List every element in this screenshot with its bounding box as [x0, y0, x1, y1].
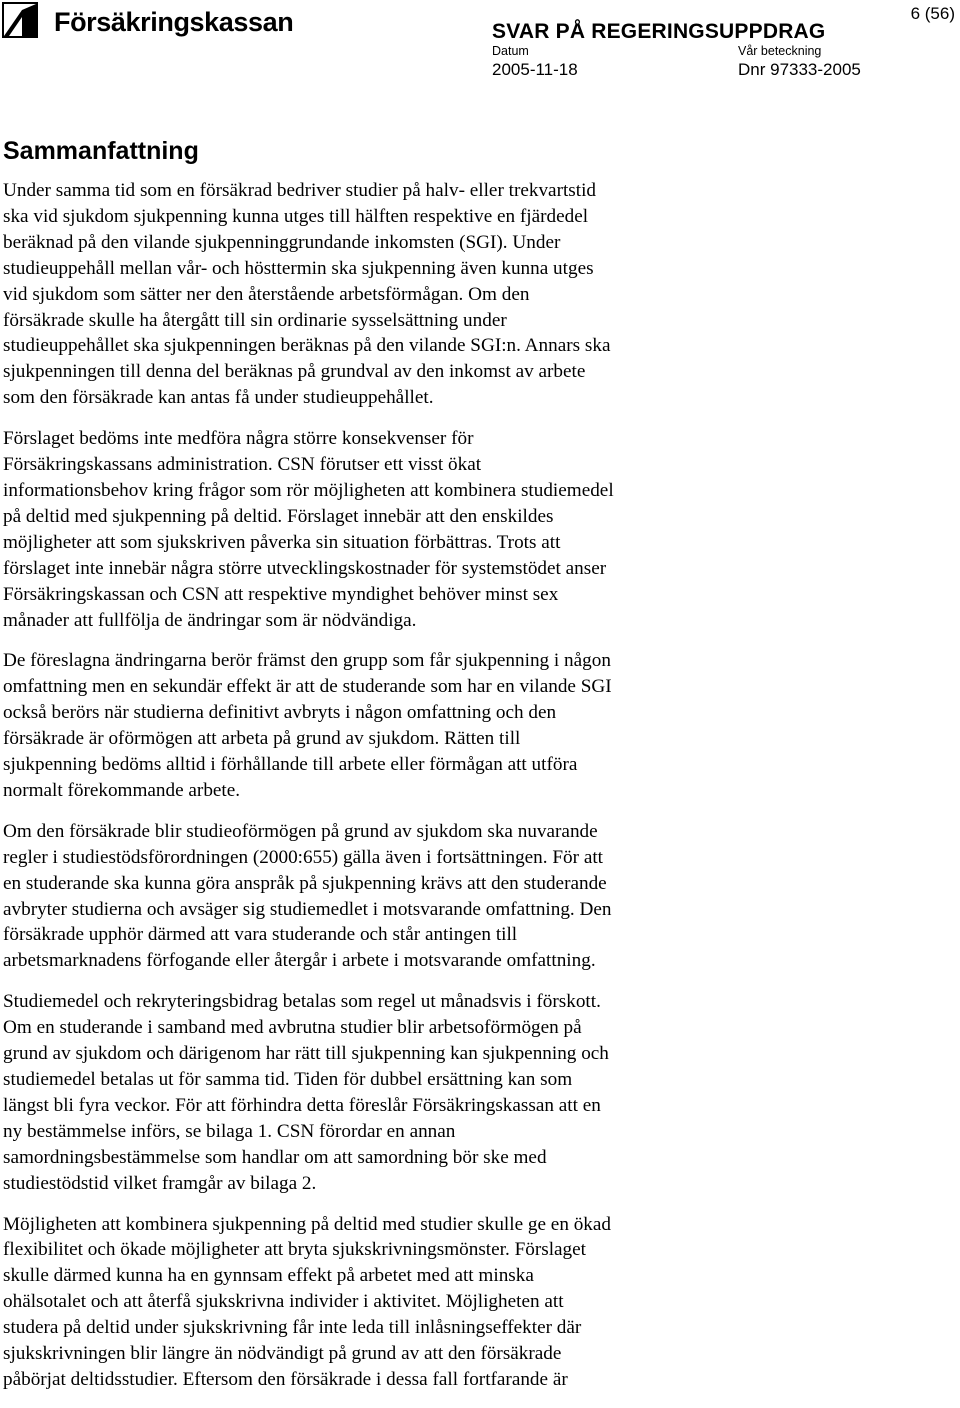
text-line: påbörjat deltidsstudier. Eftersom den försäkrade i dessa fall fortfarande är: [3, 1368, 568, 1390]
text-line: försäkrade är oförmögen att arbeta på grund av sjukdom. Rätten till: [3, 728, 521, 750]
text-line: skulle därmed kunna ha en gynnsam effekt på arbetet med att minska: [3, 1265, 534, 1287]
text-line: studiemedel betalas ut för samma tid. Tiden för dubbel ersättning kan som: [3, 1069, 573, 1090]
text-line: arbetsmarknadens förfogande eller återgår i arbete i motsvarande omfattning.: [3, 950, 596, 972]
text-line: regler i studiestödsförordningen (2000:655) gälla även i fortsättningen. För att: [3, 846, 604, 868]
text-line: ny bestämmelse införs, se bilaga 1. CSN förordar en annan: [3, 1120, 456, 1142]
section-heading: Sammanfattning: [3, 137, 199, 165]
text-line: försäkrade skulle ha återgått till sin ordinarie sysselsättning under: [3, 309, 507, 331]
text-line: Förslaget bedöms inte medföra några större konsekvenser för: [3, 428, 474, 450]
text-line: normalt förekommande arbete.: [3, 779, 241, 801]
text-line: förslaget inte innebär några större utvecklingskostnader för systemstödet anser: [3, 557, 607, 579]
body-paragraph: [3, 426, 733, 633]
text-line: ohälsotalet och att återfå sjukskrivna individer i aktivitet. Möjligheten att: [3, 1291, 564, 1313]
text-line: vid sjukdom som sätter ner den återstående arbetsförmågan. Om den: [3, 283, 530, 305]
text-line: månader att fullfölja de ändringar som är nödvändiga.: [3, 609, 417, 631]
text-line: längst bli fyra veckor. För att förhindra detta föreslår Försäkringskassan att en: [3, 1094, 601, 1116]
organization-name: Försäkringskassan: [54, 6, 294, 37]
paragraphs: [3, 178, 733, 1393]
text-line: studiestödstid vilket framgår av bilaga 2.: [3, 1172, 317, 1194]
text-line: informationsbehov kring frågor som rör möjligheten att kombinera studiemedel: [3, 479, 614, 501]
text-line: Försäkringskassan och CSN att respektive myndighet behöver minst sex: [3, 583, 559, 605]
text-line: studieuppehåll mellan vår- och hösttermin ska sjukpenning även kunna utges: [3, 257, 594, 279]
page-header: [0, 0, 960, 95]
text-line: försäkrade upphör därmed att vara studerande och står antingen till: [3, 924, 518, 946]
forsakringskassan-logo-mark-icon: [2, 2, 38, 38]
text-line: sjukpenning bedöms alltid i förhållande till arbete eller förmågan att utföra: [3, 754, 578, 776]
text-line: en studerande ska kunna göra anspråk på sjukpenning krävs att den studerande: [3, 872, 607, 894]
text-line: Om en studerande i samband med avbrutna studier blir arbetsoförmögen på: [3, 1017, 582, 1039]
date-label: Datum: [492, 44, 529, 58]
text-line: Försäkringskassans administration. CSN förutser ett visst ökat: [3, 454, 482, 476]
text-line: ska vid sjukdom sjukpenning kunna utges till hälften respektive en fjärdedel: [3, 205, 589, 227]
text-line: studieuppehållet ska sjukpenningen beräknas på den vilande SGI:n. Annars ska: [3, 335, 611, 357]
body-paragraph: [3, 819, 733, 974]
text-line: sjukpenningen till denna del beräknas på grundval av den inkomst av arbete: [3, 361, 586, 383]
text-line: De föreslagna ändringarna berör främst den grupp som får sjukpenning i någon: [3, 650, 611, 672]
reference-value: Dnr 97333-2005: [738, 60, 861, 79]
body-paragraph: [3, 648, 733, 803]
page-number: 6 (56): [910, 4, 955, 23]
reference-label: Vår beteckning: [738, 44, 822, 58]
text-line: studera på deltid under sjukskrivning får inte leda till inlåsningseffekter där: [3, 1317, 582, 1339]
text-line: avbryter studierna och avsäger sig studiemedlet i motsvarande omfattning. Den: [3, 898, 612, 920]
text-line: grund av sjukdom och därigenom har rätt till sjukpenning kan sjukpenning och: [3, 1043, 609, 1065]
text-line: Studiemedel och rekryteringsbidrag betalas som regel ut månadsvis i förskott.: [3, 991, 601, 1013]
text-line: som den försäkrade kan antas få under studieuppehållet.: [3, 387, 434, 409]
document-type: SVAR PÅ REGERINGSUPPDRAG: [492, 20, 826, 43]
document-body: [3, 134, 733, 1408]
text-line: omfattning men en sekundär effekt är att de studerande som har en vilande SGI: [3, 676, 612, 698]
text-line: Under samma tid som en försäkrad bedriver studier på halv- eller trekvartstid: [3, 180, 597, 201]
text-line: beräknad på den vilande sjukpenninggrundande inkomsten (SGI). Under: [3, 231, 561, 253]
body-paragraph: [3, 989, 733, 1196]
text-line: också berörs när studierna definitivt avbryts i någon omfattning och den: [3, 702, 557, 724]
date-value: 2005-11-18: [492, 60, 578, 79]
text-line: Om den försäkrade blir studieoförmögen på grund av sjukdom ska nuvarande: [3, 820, 598, 842]
text-line: Möjligheten att kombinera sjukpenning på deltid med studier skulle ge en ökad: [3, 1213, 612, 1235]
text-line: på deltid med sjukpenning på deltid. Förslaget innebär att den enskildes: [3, 505, 554, 527]
text-line: samordningsbestämmelse som handlar om att samordning bör ske med: [3, 1146, 547, 1168]
text-line: flexibilitet och ökade möjligheter att bryta sjukskrivningsmönster. Förslaget: [3, 1239, 586, 1261]
body-paragraph: [3, 1212, 733, 1393]
body-paragraph: [3, 178, 733, 411]
text-line: sjukskrivningen blir längre än nödvändigt på grund av att den försäkrade: [3, 1343, 562, 1365]
text-line: möjligheter att som sjukskriven påverka sin situation förbättras. Trots att: [3, 531, 561, 553]
organization-logo: [2, 2, 293, 38]
